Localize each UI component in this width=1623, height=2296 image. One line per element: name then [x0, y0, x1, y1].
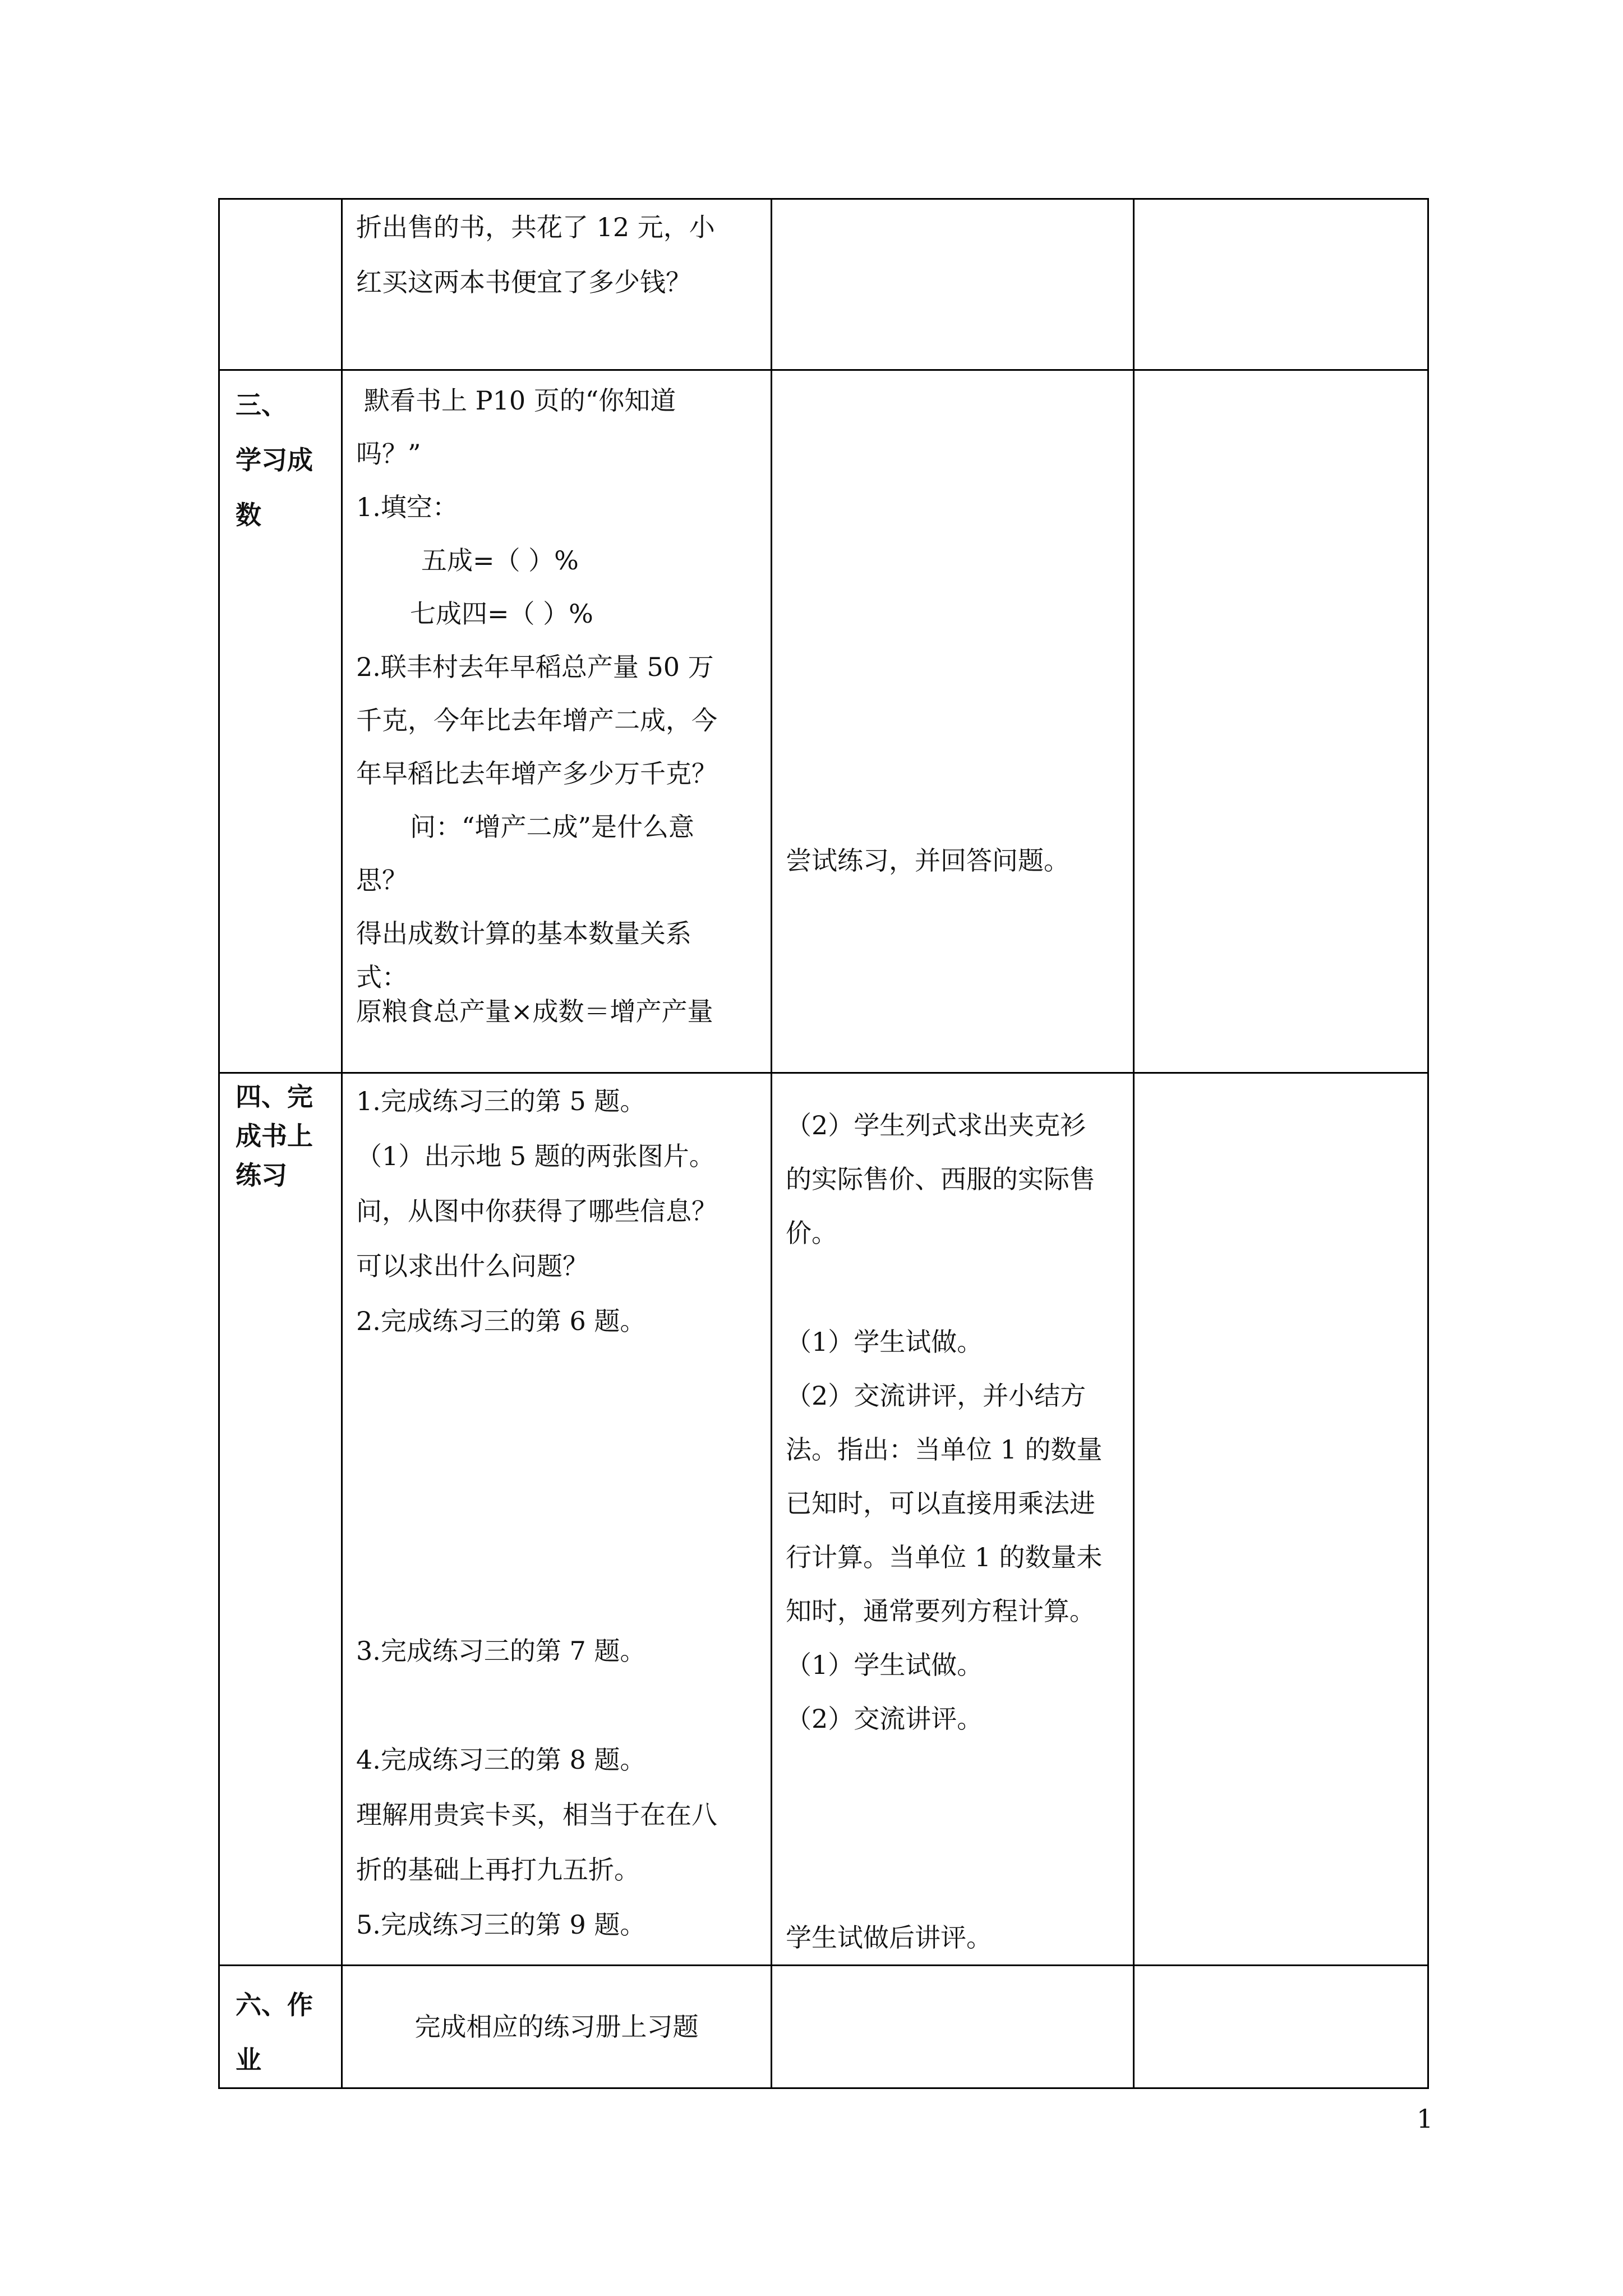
stage-cell	[219, 199, 342, 370]
notes-cell	[1134, 199, 1428, 370]
table-row	[219, 199, 1428, 370]
text-line: 1.完成练习三的第 5 题。	[356, 1086, 646, 1116]
text-line: 默看书上 P10 页的“你知道	[364, 385, 676, 416]
stage-title: 数	[236, 500, 261, 530]
stage-title: 成书上	[236, 1121, 313, 1151]
text-line: 红买这两本书便宜了多少钱？	[356, 267, 691, 297]
stage-cell	[219, 1073, 342, 1966]
text-line: 1.填空：	[356, 492, 458, 522]
page-number: 1	[1417, 2104, 1433, 2134]
text-line: （2）交流讲评。	[786, 1704, 983, 1734]
stage-title: 六、作	[236, 1990, 313, 2020]
text-line: 已知时，可以直接用乘法进	[786, 1488, 1095, 1519]
text-line: 得出成数计算的基本数量关系	[356, 918, 691, 949]
teacher-activity-cell	[342, 199, 772, 370]
text-line: （1）学生试做。	[786, 1650, 983, 1680]
text-line: 式：	[356, 962, 408, 992]
text-line: 知时，通常要列方程计算。	[786, 1596, 1095, 1626]
text-line: 价。	[786, 1218, 837, 1248]
student-activity-cell	[772, 1966, 1134, 2088]
lesson-plan-table	[218, 198, 1429, 2089]
text-line: 千克，今年比去年增产二成，今	[356, 705, 717, 735]
text-line: 吗？”	[356, 439, 421, 469]
text-line: 4.完成练习三的第 8 题。	[356, 1745, 646, 1775]
teacher-activity-cell	[342, 1073, 772, 1966]
text-line: 思？	[356, 865, 408, 895]
text-line: 3.完成练习三的第 7 题。	[356, 1636, 646, 1666]
text-line: 学生试做后讲评。	[786, 1922, 992, 1953]
text-line: 年早稻比去年增产多少万千克？	[356, 758, 717, 789]
student-activity-cell	[772, 199, 1134, 370]
text-line: 原粮食总产量×成数＝增产产量	[356, 996, 713, 1027]
text-line: 问，从图中你获得了哪些信息？	[356, 1196, 717, 1226]
stage-cell	[219, 1966, 342, 2088]
text-line: （2）交流讲评，并小结方	[786, 1381, 1086, 1411]
text-line: 理解用贵宾卡买，相当于在在八	[356, 1800, 717, 1830]
fill-blank-line: 五成=（ ）%	[421, 545, 579, 576]
stage-title: 三、	[236, 390, 287, 420]
notes-cell	[1134, 1073, 1428, 1966]
text-line: 法。指出：当单位 1 的数量	[786, 1434, 1103, 1465]
text-line: 行计算。当单位 1 的数量未	[786, 1542, 1103, 1572]
teacher-activity-cell	[342, 1966, 772, 2088]
fill-blank-line: 七成四=（ ）%	[410, 599, 593, 629]
notes-cell	[1134, 370, 1428, 1073]
text-line: 5.完成练习三的第 9 题。	[356, 1910, 646, 1940]
stage-title: 四、完	[236, 1082, 313, 1112]
text-line: 2.完成练习三的第 6 题。	[356, 1306, 646, 1336]
student-activity-cell	[772, 370, 1134, 1073]
text-line: 可以求出什么问题？	[356, 1251, 588, 1281]
text-line: 完成相应的练习册上习题	[414, 2012, 699, 2042]
teacher-activity-cell	[342, 370, 772, 1073]
stage-cell	[219, 370, 342, 1073]
text-line: 问：“增产二成”是什么意	[410, 812, 695, 842]
text-line: 的实际售价、西服的实际售	[786, 1164, 1095, 1194]
stage-title: 练习	[236, 1160, 287, 1190]
table-row	[219, 370, 1428, 1073]
student-activity-cell	[772, 1073, 1134, 1966]
text-line: 尝试练习，并回答问题。	[786, 845, 1069, 876]
text-line: 折的基础上再打九五折。	[356, 1855, 640, 1885]
text-line: （1）学生试做。	[786, 1327, 983, 1357]
stage-title: 学习成	[236, 445, 313, 475]
text-line: （1）出示地 5 题的两张图片。	[356, 1141, 715, 1171]
stage-title: 业	[236, 2045, 261, 2075]
text-line: 2.联丰村去年早稻总产量 50 万	[356, 652, 714, 682]
table-row	[219, 1073, 1428, 1966]
notes-cell	[1134, 1966, 1428, 2088]
text-line: 折出售的书，共花了 12 元，小	[356, 212, 715, 242]
table-row	[219, 1966, 1428, 2088]
text-line: （2）学生列式求出夹克衫	[786, 1110, 1086, 1140]
